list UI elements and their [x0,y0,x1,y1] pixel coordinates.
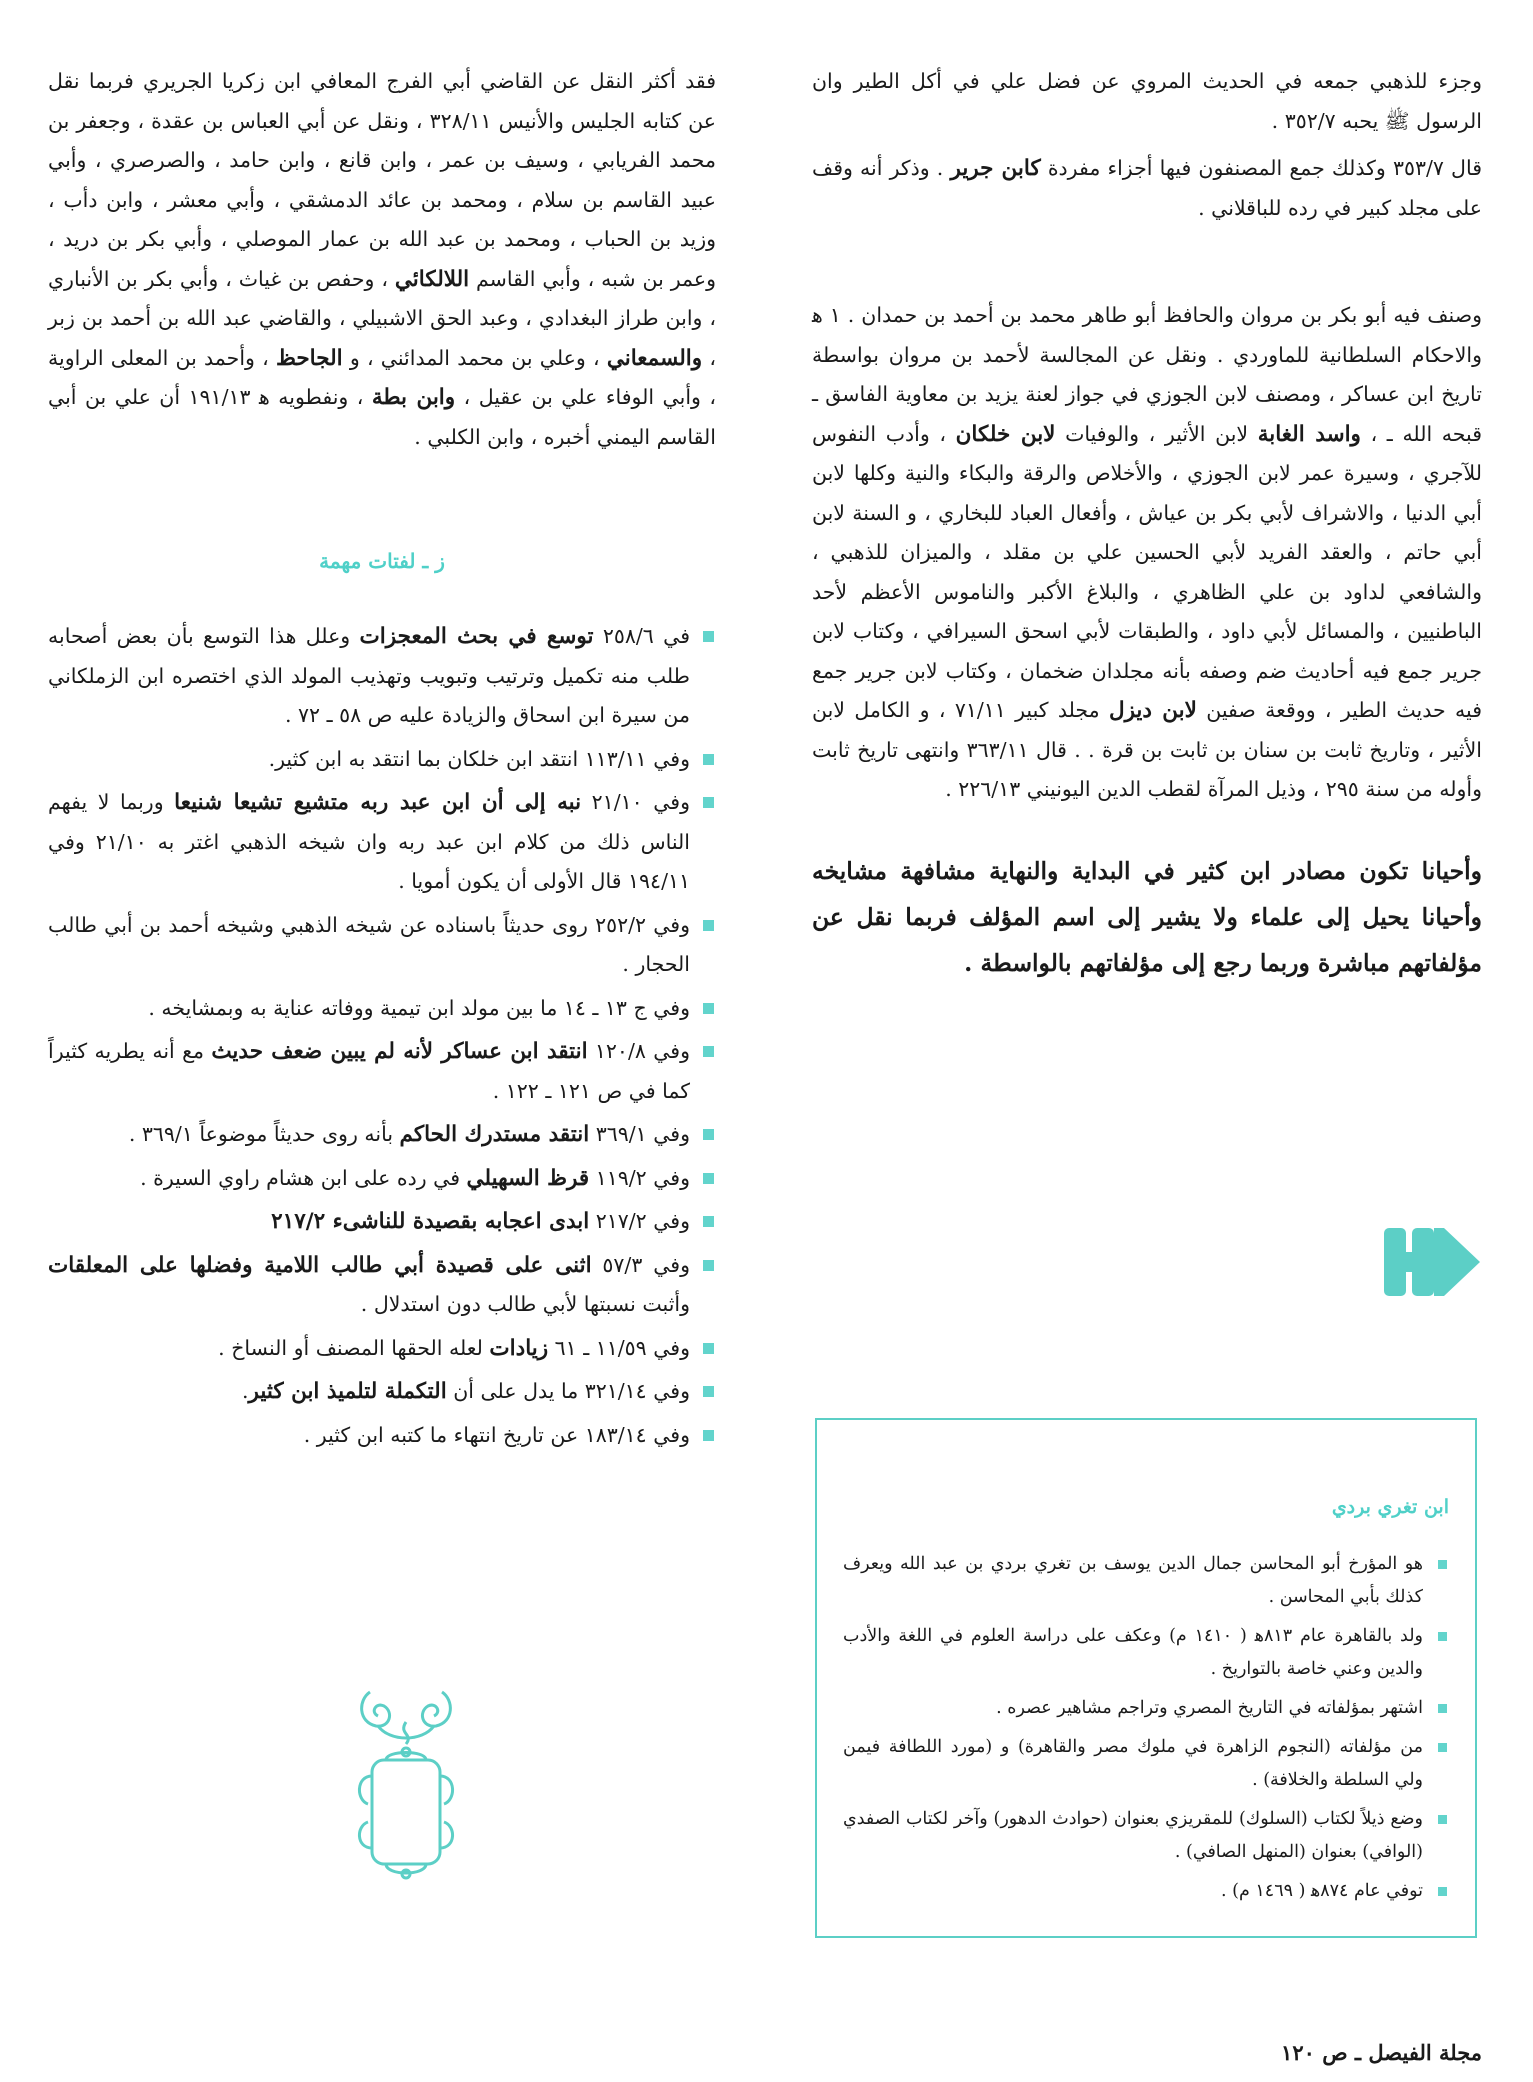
bold-term: واسد الغابة [1257,421,1361,447]
ornament-frame-icon [350,1682,462,1882]
sidebar-box-ibn-taghri-birdi [815,1418,1477,1938]
note-item: وفي ١١٣/١١ انتقد ابن خلكان بما انتقد به ابن كثير. [48,740,716,780]
note-item: في ٢٥٨/٦ توسع في بحث المعجزات وعلل هذا التوسع بأن بعض أصحابه طلب منه تكميل وترتيب وتبويب وتهذيب المولد الذي اختصره ابن الزملكاني من سيرة ابن اسحاق والزيادة عليه ص ٥٨ ـ ٧٢ . [48,617,716,736]
bold-term: توسع في بحث المعجزات [359,624,594,649]
bold-term: وابن بطة [371,385,456,410]
paragraph-naql: فقد أكثر النقل عن القاضي أبي الفرج المعافي ابن زكريا الجريري فربما نقل عن كتابه الجليس والأنيس ٣٢٨/١١ ، ونقل عن أبي العباس بن عقدة ، وجعفر بن محمد الفريابي ، وسيف بن عمر ، وابن قانع ، وابن حامد ، والصرصري ، وأبي عبيد القاسم بن سلام ، ومحمد بن عائد الدمشقي ، وأبي معشر ، وابن دأب ، وزيد بن الحباب ، ومحمد بن عبد الله بن عمار الموصلي ، وأبي بكر بن دريد ، وعمر بن شبه ، وأبي القاسم اللالكائي ، وحفص بن غياث ، وأبي بكر بن الأنباري ، وابن طراز البغدادي ، وعبد الحق الاشبيلي ، والقاضي عبد الله بن أحمد بن زبر ، والسمعاني ، وعلي بن محمد المدائني ، و الجاحظ ، وأحمد بن المعلى الراوية ، وأبي الوفاء علي بن عقيل ، وابن بطة ، ونفطويه ﻫ ١٩١/١٣ أن علي بن أبي القاسم اليمني أخبره ، وابن الكلبي . [48,69,716,449]
notes-list [48,617,716,1455]
bold-term: التكملة لتلميذ ابن كثير [248,1379,447,1404]
bold-term: اثنى على قصيدة أبي طالب اللامية وفضلها على المعلقات [48,1252,592,1278]
left-column [48,62,716,1459]
bold-term: انتقد مستدرك الحاكم [399,1122,590,1147]
note-item: وفي ١٨٣/١٤ عن تاريخ انتهاء ما كتبه ابن كثير . [48,1416,716,1456]
paragraph-dhahabi-juz: وجزء للذهبي جمعه في الحديث المروي عن فضل علي في أكل الطير وان الرسول ﷺ يحبه ٣٥٢/٧ . [812,69,1482,133]
paragraph-ibn-jarir: قال ٣٥٣/٧ وكذلك جمع المصنفون فيها أجزاء مفردة كابن جرير . وذكر أنه وقف على مجلد كبير في رده للباقلاني . [812,156,1482,220]
note-item: وفي ٢٥٢/٢ روى حديثاً باسناده عن شيخه الذهبي وشيخه أحمد بن أبي طالب الحجار . [48,906,716,985]
box-item: من مؤلفاته (النجوم الزاهرة في ملوك مصر والقاهرة) و (مورد اللطافة فيمن ولي السلطة والخلافة) . [843,1731,1449,1797]
box-list [843,1548,1449,1908]
bold-term: اللالكائي [394,266,470,292]
note-item: وفي ١٢٠/٨ انتقد ابن عساكر لأنه لم يبين ضعف حديث مع أنه يطريه كثيراً كما في ص ١٢١ ـ ١٢٢ . [48,1032,716,1111]
next-arrow-icon [1384,1228,1480,1296]
bold-paragraph-sources: وأحيانا تكون مصادر ابن كثير في البداية والنهاية مشافهة مشايخه وأحيانا يحيل إلى علماء ولا يشير إلى اسم المؤلف فربما نقل عن مؤلفاتهم مباشرة وربما رجع إلى مؤلفاتهم بالواسطة . [812,856,1482,977]
bold-term: انتقد ابن عساكر لأنه لم يبين ضعف حديث [211,1039,588,1064]
box-item: هو المؤرخ أبو المحاسن جمال الدين يوسف بن تغري بردي بن عبد الله ويعرف كذلك بأبي المحاسن . [843,1548,1449,1614]
note-item: وفي ٣٢١/١٤ ما يدل على أن التكملة لتلميذ ابن كثير. [48,1372,716,1412]
paragraph-sources-list: وصنف فيه أبو بكر بن مروان والحافظ أبو طاهر محمد بن أحمد بن حمدان . ١ ﻫ والاحكام السلطانية للماوردي . ونقل عن المجالسة لأحمد بن مروان بواسطة تاريخ ابن عساكر ، ومصنف لابن الجوزي في جواز لعنة يزيد بن معاوية الفاسق ـ قبحه الله ـ ، واسد الغابة لابن الأثير ، والوفيات لابن خلكان ، وأدب النفوس للآجري ، وسيرة عمر لابن الجوزي ، والأخلاص والرقة والبكاء والنية وكلها لابن أبي الدنيا ، والاشراف لأبي بكر بن عياش ، وأفعال العباد للبخاري ، و السنة لابن أبي حاتم ، والعقد الفريد لأبي الحسين علي بن مقلد ، والميزان للذهبي ، والشافعي لداود بن علي الظاهري ، والبلاغ الأكبر والناموس الأعظم لأحد الباطنيين ، والمسائل لأبي داود ، والطبقات لأبي اسحق السيرافي ، وكتاب لابن جرير جمع فيه أحاديث ضم وصفه بأنه مجلدان ضخمان ، وكتاب لابن جرير جمع فيه حديث الطير ، ووقعة صفين لابن ديزل مجلد كبير ٧١/١١ ، و الكامل لابن الأثير ، وتاريخ ثابت بن سنان بن ثابت بن قرة . . قال ٣٦٣/١١ وانتهى تاريخ ثابت وأوله من سنة ٢٩٥ ، وذيل المرآة لقطب الدين اليونيني ٢٢٦/١٣ . [812,303,1483,801]
note-item: وفي ج ١٣ ـ ١٤ ما بين مولد ابن تيمية ووفاته عناية به وبمشايخه . [48,989,716,1029]
note-item: وفي ٢١/١٠ نبه إلى أن ابن عبد ربه متشيع تشيعا شنيعا وربما لا يفهم الناس ذلك من كلام ابن عبد ربه وان شيخه الذهبي اغتر به ٢١/١٠ وفي ١٩٤/١١ قال الأولى أن يكون أمويا . [48,783,716,902]
note-item: وفي ٣٦٩/١ انتقد مستدرك الحاكم بأنه روى حديثاً موضوعاً ٣٦٩/١ . [48,1115,716,1155]
bold-term: كابن جرير [950,156,1041,181]
bold-term: لابن ديزل [1108,698,1197,723]
bold-term: ابدى اعجابه بقصيدة للناشىء ٢١٧/٢ [271,1209,590,1234]
page-footer: مجلة الفيصل ـ ص ١٢٠ [1281,2040,1482,2065]
box-item: اشتهر بمؤلفاته في التاريخ المصري وتراجم مشاهير عصره . [843,1692,1449,1725]
box-item: ولد بالقاهرة عام ٨١٣ﻫ ( ١٤١٠ م) وعكف على دراسة العلوم في اللغة والأدب والدين وعني خاصة بالتواريخ . [843,1620,1449,1686]
box-item: وضع ذيلاً لكتاب (السلوك) للمقريزي بعنوان (حوادث الدهور) وآخر لكتاب الصفدي (الوافي) بعنوان (المنهل الصافي) . [843,1803,1449,1869]
bold-term: قرظ السهيلي [466,1165,590,1191]
right-column [812,62,1482,986]
bold-term: زيادات [489,1335,549,1361]
note-item: وفي ٢١٧/٢ ابدى اعجابه بقصيدة للناشىء ٢١٧/٢ [48,1202,716,1242]
note-item: وفي ١١/٥٩ ـ ٦١ زيادات لعله الحقها المصنف أو النساخ . [48,1329,716,1369]
box-item: توفي عام ٨٧٤ﻫ ( ١٤٦٩ م) . [843,1875,1449,1908]
bold-term: والسمعاني [606,345,703,371]
box-title: ابن تغري بردي [1331,1496,1449,1518]
bold-term: الجاحظ [275,345,343,371]
section-subheading: ز ـ لفتات مهمة [319,549,445,573]
note-item: وفي ١١٩/٢ قرظ السهيلي في رده على ابن هشام راوي السيرة . [48,1159,716,1199]
bold-term: نبه إلى أن ابن عبد ربه متشيع تشيعا شنيعا [174,790,582,815]
bold-term: لابن خلكان [955,421,1056,447]
note-item: وفي ٥٧/٣ اثنى على قصيدة أبي طالب اللامية وفضلها على المعلقات وأثبت نسبتها لأبي طالب دون استدلال . [48,1246,716,1325]
